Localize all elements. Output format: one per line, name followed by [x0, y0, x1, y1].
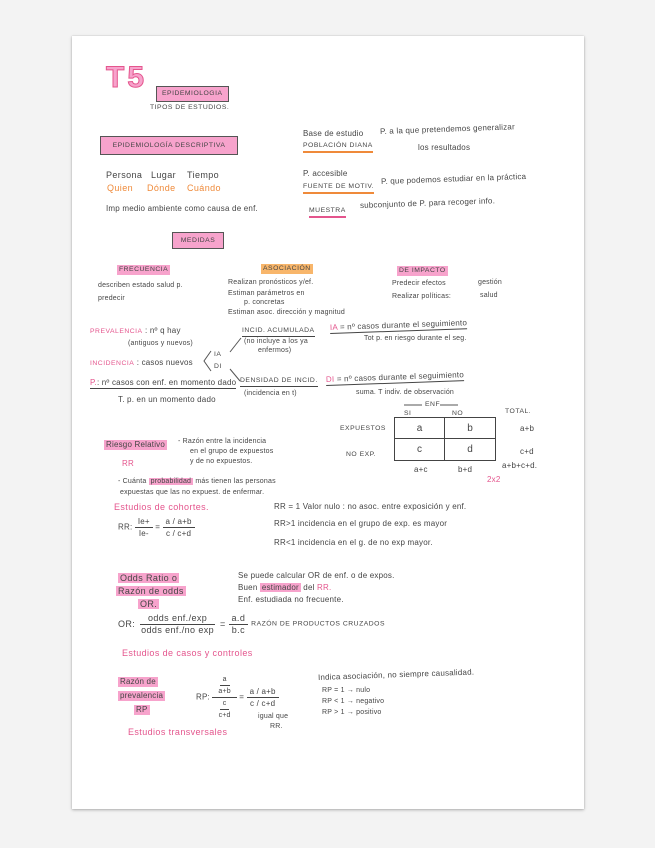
odds-ratio-title-3: OR. — [140, 599, 158, 609]
prevalence-ratio-title-1: Razón de — [120, 677, 156, 686]
rp-less-than-1: RP < 1 → negativo — [322, 698, 385, 705]
unit-title: T5 — [106, 61, 148, 94]
rp-formula-label: RP: — [196, 692, 210, 702]
relative-risk-abbr: RR — [122, 459, 134, 468]
cumulative-incidence-label: IA — [329, 322, 338, 332]
contingency-table-grid — [394, 417, 496, 461]
prevalence-ratio-title-2: prevalencia — [120, 691, 164, 700]
table-row-unexposed: NO EXP. — [346, 451, 377, 458]
odds-ratio-title-2: Razón de odds — [118, 586, 184, 596]
or-fraction-odds — [138, 613, 217, 636]
rp-nested-numerator — [212, 674, 236, 698]
prevalence-formula-denominator: T. p. en un momento dado — [118, 395, 216, 404]
source-population-label: FUENTE DE MOTIV. — [303, 182, 374, 194]
incidence-density-note: (incidencia en t) — [244, 390, 297, 397]
prevalence-formula-numerator — [90, 378, 236, 389]
impact-heading: DE IMPACTO — [399, 267, 446, 274]
relative-risk-probability-line-2: expuestas que las no expuest. de enfermar. — [120, 489, 265, 496]
or-fraction-den-2: b.c — [231, 625, 245, 635]
measures-box: MEDIDAS — [172, 232, 224, 249]
impact-side-2: salud — [480, 292, 498, 299]
probability-prefix: - Cuánta — [118, 478, 147, 485]
relative-risk-less-than-1: RR<1 incidencia en el g. de no exp mayor. — [274, 538, 433, 547]
sample-label: MUESTRA — [309, 206, 346, 218]
frequency-line-2: predecir — [98, 295, 125, 302]
or-fraction-cells — [229, 613, 249, 636]
rp-fraction-num-2: a / a+b — [247, 686, 279, 698]
relative-risk-def-2: en el grupo de expuestos — [190, 448, 274, 455]
descriptive-epidemiology-box: EPIDEMIOLOGÍA DESCRIPTIVA — [100, 136, 238, 155]
table-grand-total: a+b+c+d. — [502, 461, 538, 470]
table-cell-a: a — [395, 418, 445, 439]
who-label: Quien — [107, 183, 134, 193]
source-population-desc: P. que podemos estudiar en la práctica — [380, 171, 527, 186]
rr-fraction-den-2: c / c+d — [165, 529, 192, 538]
incidence-line — [90, 358, 193, 369]
target-population-desc: los resultados — [418, 143, 471, 152]
cohort-studies-label: Estudios de cohortes. — [114, 502, 209, 512]
relative-risk-greater-than-1: RR>1 incidencia en el grupo de exp. es mayor — [274, 519, 448, 528]
prevalence-label: PREVALENCIA — [90, 328, 143, 335]
table-cell-d: d — [467, 444, 473, 455]
rr-fraction-num-2: a / a+b — [163, 516, 195, 528]
incidence-density-num: = nº casos durante el seguimiento — [336, 370, 465, 384]
association-line-2: Estiman parámetros en — [228, 290, 305, 297]
incidence-density-label: DI — [325, 374, 335, 384]
prevalence-formula-num: : nº casos con enf. en momento dado — [96, 378, 237, 387]
rr-fraction-num: Ie+ — [135, 516, 153, 528]
rp-equal-1: RP = 1 → nulo — [322, 687, 371, 694]
relative-risk-probability-line — [118, 477, 276, 487]
odds-note-estimator: estimador — [261, 583, 299, 592]
prevalence-formula-label: P. — [90, 378, 97, 387]
or-fraction-den: odds enf./no exp — [141, 625, 215, 635]
frequency-line-1: describen estado salud p. — [98, 282, 183, 289]
rp-nested-denominator — [213, 698, 237, 721]
rp-lower-num: c — [220, 698, 230, 710]
odds-ratio-note-2 — [238, 583, 331, 593]
incidence-ia: IA — [214, 351, 222, 358]
cumulative-incidence-note-1: (no incluye a los ya — [244, 338, 308, 345]
rp-upper-den: a+b — [218, 688, 231, 695]
rr-fraction-cells — [163, 516, 195, 539]
probability-word: probabilidad — [150, 478, 192, 485]
base-study-label: Base de estudio — [303, 129, 364, 138]
prevalence-line — [90, 326, 181, 337]
cumulative-incidence-denominator: Tot p. en riesgo durante el seg. — [364, 335, 467, 342]
target-population-label: POBLACIÓN DIANA — [303, 141, 373, 153]
incidence-density-title: DENSIDAD DE INCID. — [240, 376, 318, 387]
prevalence-note: (antiguos y nuevos) — [128, 340, 193, 347]
prevalence-ratio-note: Indica asociación, no siempre causalidad. — [317, 667, 475, 682]
cross-products-label: RAZÓN DE PRODUCTOS CRUZADOS — [251, 620, 385, 628]
odds-note-suffix: del — [303, 583, 315, 592]
rp-fraction-den-2: c / c+d — [250, 699, 276, 708]
table-col-no: NO — [452, 410, 464, 417]
place-label: Lugar — [151, 170, 177, 180]
table-size-tag: 2x2 — [487, 475, 501, 484]
base-study-desc: P. a la que pretendemos generalizar — [379, 122, 515, 136]
rr-fraction-incidences — [135, 516, 153, 539]
rp-lower-fraction — [216, 698, 234, 721]
odds-note-rr: RR. — [317, 583, 332, 592]
impact-line-2: Realizar políticas: — [392, 293, 452, 300]
probability-suffix: más tienen las personas — [195, 478, 276, 485]
when-label: Cuándo — [187, 183, 221, 193]
or-fraction-num-2: a.d — [229, 613, 249, 625]
table-row2-total: c+d — [520, 447, 534, 456]
ia-connector — [230, 338, 241, 352]
rp-fraction-cells — [247, 686, 279, 709]
association-line-1: Realizan pronósticos y/ef. — [228, 279, 314, 286]
where-label: Dónde — [147, 183, 176, 193]
topic-title: EPIDEMIOLOGIA — [156, 86, 229, 102]
cumulative-incidence-note-2: enfermos) — [258, 347, 292, 354]
table-col1-total: a+c — [414, 465, 428, 474]
impact-side-1: gestión — [478, 279, 502, 286]
rp-equals: = — [239, 692, 245, 702]
odds-note-prefix: Buen — [238, 583, 258, 592]
rp-nested-fraction — [212, 674, 236, 721]
relative-risk-null-value: RR = 1 Valor nulo : no asoc. entre exposición y enf. — [274, 502, 467, 511]
rp-lower-den: c+d — [218, 712, 231, 719]
association-heading: ASOCIACIÓN — [263, 265, 311, 272]
table-cell-b: b — [445, 418, 495, 439]
odds-ratio-title-1: Odds Ratio o — [120, 573, 178, 583]
accessible-population-label: P. accesible — [303, 169, 348, 178]
rr-formula-label: RR: — [118, 522, 133, 532]
incidence-di: DI — [214, 363, 222, 370]
table-col2-total: b+d — [458, 465, 473, 474]
environment-note: Imp medio ambiente como causa de enf. — [106, 204, 258, 213]
frequency-heading: FRECUENCIA — [119, 266, 169, 273]
rp-same-as-1: igual que — [258, 713, 289, 720]
prevalence-ratio-title-3: RP — [136, 705, 148, 714]
incidence-brace — [204, 351, 211, 371]
table-col-yes: SI — [404, 410, 412, 417]
table-cell-c: c — [395, 439, 445, 460]
association-line-4: Estiman asoc. dirección y magnitud — [228, 309, 345, 316]
sample-desc: subconjunto de P. para recoger info. — [359, 196, 496, 210]
rr-fraction-den: Ie- — [138, 529, 149, 538]
relative-risk-def-3: y de no expuestos. — [190, 458, 253, 465]
table-group-header: ENF — [425, 401, 441, 408]
cumulative-incidence-title: INCID. ACUMULADA — [242, 326, 315, 337]
rp-upper-num: a — [220, 674, 230, 686]
relative-risk-formula — [118, 516, 195, 539]
or-formula-label: OR: — [118, 618, 136, 629]
odds-ratio-note-3: Enf. estudiada no frecuente. — [238, 595, 344, 604]
incidence-density-denominator: suma. T indiv. de observación — [356, 389, 455, 396]
or-fraction-num: odds enf./exp — [140, 613, 215, 625]
table-row1-total: a+b — [520, 424, 535, 433]
case-control-studies-label: Estudios de casos y controles — [122, 648, 253, 658]
odds-ratio-note-1: Se puede calcular OR de enf. o de expos. — [238, 571, 395, 580]
incidence-desc: : casos nuevos — [136, 358, 193, 367]
person-label: Persona — [106, 170, 143, 180]
rp-greater-than-1: RP > 1 → positivo — [322, 709, 382, 716]
impact-line-1: Predecir efectos — [392, 280, 446, 287]
relative-risk-def-1: - Razón entre la incidencia — [178, 438, 267, 445]
or-equals: = — [219, 618, 226, 629]
time-label: Tiempo — [187, 170, 220, 180]
cumulative-incidence-num: = nº casos durante el seguimiento — [339, 318, 468, 332]
relative-risk-title: Riesgo Relativo — [106, 440, 166, 449]
table-col-total: TOTAL. — [505, 408, 532, 415]
rp-upper-fraction — [215, 674, 233, 697]
cross-sectional-studies-label: Estudios transversales — [128, 727, 228, 737]
rp-same-as-2: RR. — [270, 723, 283, 730]
association-line-3: p. concretas — [244, 299, 285, 306]
table-row-exposed: EXPUESTOS — [340, 425, 386, 432]
odds-ratio-formula — [118, 613, 385, 636]
incidence-label: INCIDENCIA — [90, 360, 135, 367]
prevalence-desc: : nº q hay — [145, 326, 181, 335]
subtitle: TIPOS DE ESTUDIOS. — [150, 104, 230, 111]
rr-equals: = — [155, 522, 161, 532]
